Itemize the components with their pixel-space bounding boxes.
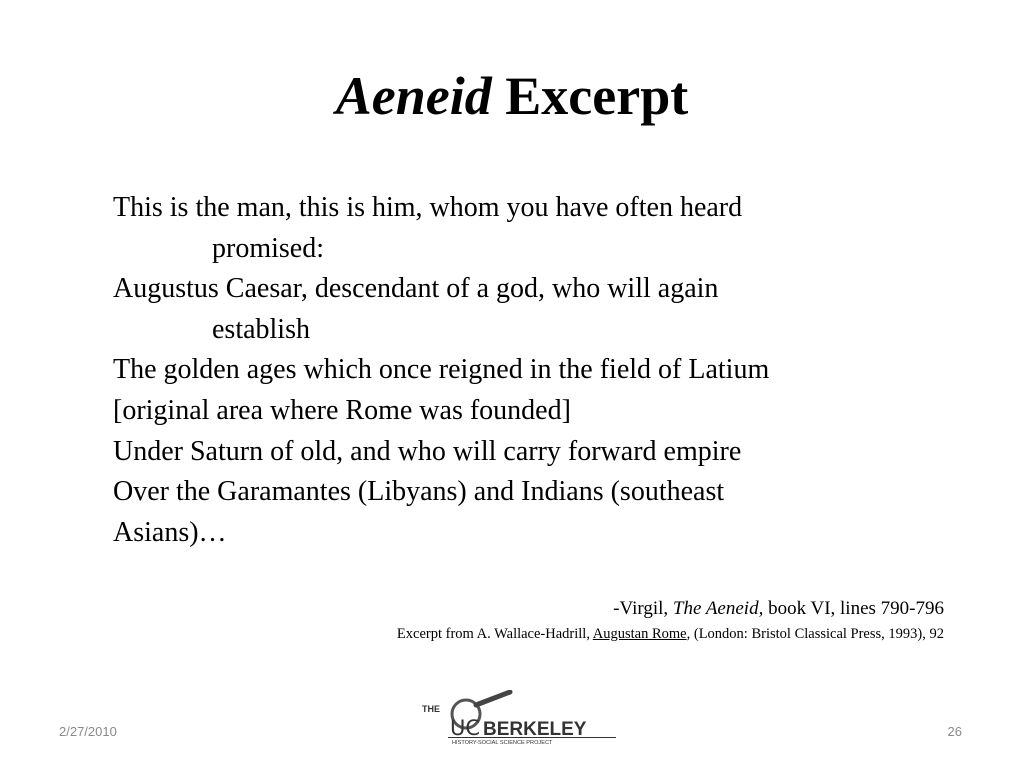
source-suffix: , (London: Bristol Classical Press, 1993), 92 bbox=[686, 626, 944, 642]
quote-line: promised: bbox=[212, 232, 324, 264]
logo-tagline: HISTORY-SOCIAL SCIENCE PROJECT bbox=[452, 740, 553, 746]
attribution-author: -Virgil, bbox=[613, 598, 669, 619]
source-title: Augustan Rome bbox=[592, 626, 687, 642]
quote-line: Over the Garamantes (Libyans) and Indians (southeast bbox=[113, 476, 725, 508]
source-prefix: Excerpt from A. Wallace-Hadrill, bbox=[396, 626, 590, 642]
quote-line: This is the man, this is him, whom you have often heard bbox=[113, 192, 743, 223]
slide-number: 26 bbox=[947, 724, 962, 739]
attribution bbox=[613, 597, 944, 621]
logo-uc: UC bbox=[450, 716, 481, 740]
attribution-work: The Aeneid, bbox=[672, 598, 764, 619]
quote-block bbox=[113, 188, 943, 553]
quote-line: Under Saturn of old, and who will carry forward empire bbox=[113, 435, 742, 467]
quote-line: [original area where Rome was founded] bbox=[113, 394, 571, 426]
uc-berkeley-logo bbox=[418, 690, 618, 746]
quote-line: The golden ages which once reigned in the field of Latium bbox=[113, 354, 770, 386]
logo-the: THE bbox=[422, 704, 440, 714]
attribution-location: book VI, lines 790-796 bbox=[768, 598, 944, 619]
quote-line: establish bbox=[212, 313, 310, 345]
title-italic: Aeneid bbox=[335, 66, 492, 126]
slide-title bbox=[0, 62, 1024, 130]
quote-line: Augustus Caesar, descendant of a god, who will again bbox=[113, 273, 719, 305]
source-citation bbox=[397, 624, 944, 644]
title-plain: Excerpt bbox=[505, 66, 689, 126]
logo-berkeley: BERKELEY bbox=[483, 719, 587, 740]
footer-date: 2/27/2010 bbox=[59, 724, 117, 739]
quote-line: Asians)… bbox=[113, 516, 227, 548]
